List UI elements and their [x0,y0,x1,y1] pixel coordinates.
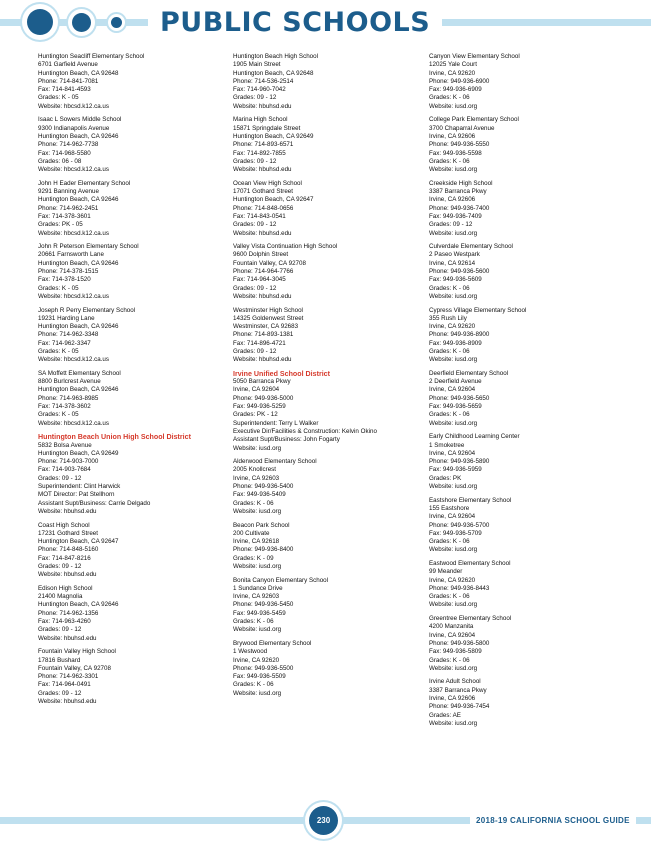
listing-detail-line: 5832 Bolsa Avenue [38,441,92,449]
listing-detail-line: Phone: 714-536-2514 [233,77,294,85]
listing-detail-line: Grades: PK - 05 [38,221,83,229]
school-listing [429,116,611,174]
listing-detail-line: 19231 Harding Lane [38,314,95,322]
listing-detail-line: Phone: 949-936-5650 [429,394,490,402]
listing-detail-line: Irvine, CA 92620 [233,656,280,664]
school-name: Bonita Canyon Elementary School [233,576,329,584]
listing-detail-line: Fax: 714-843-0541 [233,212,286,220]
school-listing [233,180,415,238]
school-listing [429,243,611,301]
school-name: Edison High School [38,584,93,592]
listing-detail-line: Grades: K - 05 [38,284,79,292]
listing-detail-line: 4200 Manzanita [429,623,474,631]
school-name: Fountain Valley High School [38,648,116,656]
listing-detail-line: Website: iusd.org [233,444,282,452]
listing-detail-line: Website: iusd.org [429,166,478,174]
listing-detail-line: Westminster, CA 92683 [233,323,299,331]
guide-title: 2018-19 CALIFORNIA SCHOOL GUIDE [476,816,630,825]
district-name: Huntington Beach Union High School District [38,432,191,442]
school-name: Coast High School [38,521,90,529]
listing-detail-line: Irvine, CA 92604 [429,513,476,521]
listing-detail-line: Irvine, CA 92618 [233,538,280,546]
listing-detail-line: Website: hbuhsd.edu [233,166,292,174]
page-title: PUBLIC SCHOOLS [160,7,431,38]
listing-detail-line: Huntington Beach, CA 92646 [38,132,119,140]
listing-detail-line: Phone: 949-936-5000 [233,394,294,402]
listing-detail-line: Website: iusd.org [429,546,478,554]
listing-detail-line: Irvine, CA 92606 [429,695,476,703]
listing-detail-line: Website: iusd.org [429,719,478,727]
listing-detail-line: Fax: 949-936-5659 [429,403,482,411]
listing-detail-line: Grades: K - 06 [429,94,470,102]
listing-detail-line: Phone: 714-964-7766 [233,268,294,276]
listing-detail-line: Huntington Beach, CA 92647 [38,538,119,546]
listing-detail-line: Website: hbuhsd.edu [233,292,292,300]
listing-detail-line: 12025 Yale Court [429,61,477,69]
listing-detail-line: Grades: K - 06 [429,411,470,419]
listing-detail-line: 155 Eastshore [429,504,470,512]
school-listing [233,307,415,365]
listing-detail-line: Irvine, CA 92604 [233,386,280,394]
listing-detail-line: Huntington Beach, CA 92646 [38,601,119,609]
listing-column-1 [38,53,228,712]
listing-detail-line: 3700 Chaparral Avenue [429,124,495,132]
listing-detail-line: Irvine, CA 92614 [429,259,476,267]
listing-detail-line: Grades: PK [429,474,462,482]
listing-detail-line: Website: iusd.org [429,601,478,609]
listing-detail-line: 20661 Farnsworth Lane [38,251,104,259]
school-name: Creekside High School [429,179,493,187]
listing-detail-line: 1905 Main Street [233,61,281,69]
listing-detail-line: Fax: 949-936-5959 [429,466,482,474]
listing-detail-line: Huntington Beach, CA 92649 [233,132,314,140]
listing-detail-line: Grades: K - 06 [233,618,274,626]
listing-detail-line: Fax: 714-892-7855 [233,149,286,157]
listing-detail-line: Assistant Supt/Business: John Fogarty [233,436,340,444]
listing-detail-line: Executive Dir/Facilities & Construction: Kelvin Okino [233,427,377,435]
listing-detail-line: Grades: 09 - 12 [233,347,277,355]
listing-detail-line: Huntington Beach, CA 92646 [38,323,119,331]
school-listing [233,53,415,111]
listing-detail-line: Website: hbcsd.k12.ca.us [38,419,109,427]
school-listing [38,522,220,580]
listing-detail-line: Website: hbuhsd.edu [38,634,97,642]
listing-detail-line: Phone: 949-936-5890 [429,458,490,466]
school-name: Huntington Beach High School [233,53,318,60]
listing-detail-line: Grades: K - 06 [233,681,274,689]
listing-detail-line: Huntington Beach, CA 92646 [38,386,119,394]
listing-detail-line: Irvine, CA 92603 [233,474,280,482]
school-listing [429,53,611,111]
listing-detail-line: Website: iusd.org [233,626,282,634]
listing-detail-line: Grades: K - 06 [429,157,470,165]
listing-detail-line: Website: iusd.org [233,689,282,697]
listing-detail-line: 9300 Indianapolis Avenue [38,124,110,132]
header-dot-large [27,9,53,35]
school-listing [38,243,220,301]
school-name: Marina High School [233,116,288,124]
listing-detail-line: Fax: 949-936-5598 [429,149,482,157]
listing-detail-line: 3387 Barranca Pkwy [429,686,487,694]
listing-detail-line: Fax: 714-841-4593 [38,86,91,94]
listing-detail-line: Irvine, CA 92606 [429,132,476,140]
listing-detail-line: Phone: 714-963-8985 [38,394,99,402]
listing-detail-line: Fax: 949-936-5259 [233,403,286,411]
school-name: Joseph R Perry Elementary School [38,306,136,314]
listing-detail-line: Grades: 09 - 12 [233,94,277,102]
listing-detail-line: Fax: 949-936-8909 [429,339,482,347]
school-name: Cypress Village Elementary School [429,306,527,314]
listing-detail-line: Phone: 949-936-8443 [429,584,490,592]
listing-detail-line: Grades: 09 - 12 [233,221,277,229]
school-name: Early Childhood Learning Center [429,433,520,441]
listing-detail-line: Huntington Beach, CA 92648 [38,69,119,77]
listing-detail-line: Website: hbuhsd.edu [38,571,97,579]
listing-detail-line: Fax: 714-903-7684 [38,466,91,474]
listing-detail-line: Grades: K - 05 [38,411,79,419]
listing-detail-line: Assistant Supt/Business: Carrie Delgado [38,499,151,507]
school-listing [38,116,220,174]
listing-detail-line: 21400 Magnolia [38,593,83,601]
school-name: Isaac L Sowers Middle School [38,116,122,124]
listing-detail-line: Fax: 714-847-8216 [38,554,91,562]
listing-detail-line: 3387 Barranca Pkwy [429,188,487,196]
listing-detail-line: Phone: 949-936-5550 [429,141,490,149]
listing-detail-line: Fax: 714-964-0491 [38,681,91,689]
listing-detail-line: Grades: 09 - 12 [429,221,473,229]
school-listing [233,116,415,174]
school-listing [429,433,611,491]
header-dot-small [111,17,122,28]
school-name: Eastshore Elementary School [429,496,512,504]
school-listing [38,370,220,428]
school-name: Eastwood Elementary School [429,560,511,567]
listing-detail-line: 200 Cultivate [233,529,270,537]
listing-detail-line: 99 Meander [429,568,463,576]
listing-detail-line: 8800 Burlcrest Avenue [38,378,101,386]
school-listing [429,180,611,238]
listing-detail-line: Phone: 714-893-6571 [233,141,294,149]
school-listing [233,522,415,572]
school-listing [429,307,611,365]
listing-detail-line: Phone: 949-936-5700 [429,521,490,529]
listing-detail-line: 14325 Goldenwest Street [233,314,304,322]
listing-detail-line: Fax: 714-960-7042 [233,86,286,94]
school-name: Alderwood Elementary School [233,458,317,466]
listing-detail-line: Grades: AE [429,711,461,719]
school-name: Ocean View High School [233,179,302,187]
listing-detail-line: Website: hbcsd.k12.ca.us [38,292,109,300]
listing-detail-line: Phone: 949-936-6900 [429,77,490,85]
listing-detail-line: Fax: 714-963-4260 [38,618,91,626]
school-name: Culverdale Elementary School [429,243,513,251]
school-name: Canyon View Elementary School [429,53,520,60]
school-listing [429,615,611,673]
listing-detail-line: Fax: 949-936-5509 [233,673,286,681]
listing-detail-line: Irvine, CA 92604 [429,631,476,639]
listing-detail-line: Phone: 714-848-0656 [233,204,294,212]
listing-detail-line: 15871 Springdale Street [233,124,301,132]
listing-detail-line: Fax: 714-968-5580 [38,149,91,157]
listing-detail-line: Irvine, CA 92620 [429,576,476,584]
listing-detail-line: Website: hbcsd.k12.ca.us [38,356,109,364]
school-listing [233,243,415,301]
listing-detail-line: Grades: 06 - 08 [38,157,82,165]
page-title-box [148,6,442,40]
listing-detail-line: Website: hbuhsd.edu [38,698,97,706]
school-listing [429,497,611,555]
listing-detail-line: 6701 Garfield Avenue [38,61,98,69]
listing-detail-line: Website: iusd.org [429,356,478,364]
school-name: SA Moffett Elementary School [38,369,121,377]
school-listing [38,648,220,706]
school-listing [429,560,611,610]
listing-detail-line: Grades: K - 09 [233,554,274,562]
listing-detail-line: Website: iusd.org [429,419,478,427]
listing-detail-line: 5050 Barranca Pkwy [233,378,291,386]
listing-detail-line: Website: hbuhsd.edu [233,356,292,364]
listing-detail-line: Phone: 949-936-5500 [233,664,294,672]
school-name: Valley Vista Continuation High School [233,243,338,251]
listing-detail-line: Grades: K - 06 [233,499,274,507]
listing-detail-line: Fax: 949-936-5809 [429,648,482,656]
listing-detail-line: Grades: 09 - 12 [233,157,277,165]
listing-detail-line: Website: hbcsd.k12.ca.us [38,166,109,174]
listing-detail-line: Fax: 714-896-4721 [233,339,286,347]
listing-detail-line: Phone: 949-936-5400 [233,483,294,491]
school-name: Brywood Elementary School [233,639,312,647]
listing-detail-line: Grades: 09 - 12 [233,284,277,292]
listing-column-3 [429,53,619,734]
listing-detail-line: Huntington Beach, CA 92646 [38,196,119,204]
school-name: Deerfield Elementary School [429,369,509,377]
listing-detail-line: Irvine, CA 92604 [429,386,476,394]
listing-detail-line: 1 Westwood [233,648,268,656]
listing-detail-line: Grades: 09 - 12 [38,689,82,697]
listing-detail-line: Phone: 949-936-7454 [429,703,490,711]
listing-detail-line: Superintendent: Terry L Walker [233,419,319,427]
school-listing [38,585,220,643]
listing-detail-line: Irvine, CA 92620 [429,69,476,77]
listing-detail-line: Grades: K - 05 [38,347,79,355]
listing-detail-line: Grades: PK - 12 [233,411,278,419]
listing-detail-line: Phone: 949-936-8900 [429,331,490,339]
school-listing [38,53,220,111]
school-name: Beacon Park School [233,521,290,529]
listing-detail-line: Grades: K - 06 [429,347,470,355]
school-name: John R Peterson Elementary School [38,243,139,251]
listing-detail-line: Grades: 09 - 12 [38,474,82,482]
school-listing [429,370,611,428]
listing-detail-line: Grades: K - 06 [429,656,470,664]
listing-detail-line: Fax: 714-378-3601 [38,212,91,220]
listing-detail-line: Phone: 949-936-7400 [429,204,490,212]
listing-detail-line: 2 Paseo Westpark [429,251,480,259]
listing-detail-line: Phone: 714-962-7738 [38,141,99,149]
page-number: 230 [309,806,338,835]
listing-detail-line: Phone: 949-936-5800 [429,639,490,647]
listing-detail-line: Huntington Beach, CA 92646 [38,259,119,267]
listing-detail-line: 17816 Bushard [38,656,81,664]
listing-detail-line: Phone: 714-962-2451 [38,204,99,212]
listing-detail-line: Irvine, CA 92606 [429,196,476,204]
listing-detail-line: Fountain Valley, CA 92708 [233,259,306,267]
listing-detail-line: Website: hbuhsd.edu [38,507,97,515]
listing-detail-line: Phone: 949-936-8400 [233,546,294,554]
listing-detail-line: Grades: 09 - 12 [38,626,82,634]
listing-detail-line: Grades: K - 06 [429,538,470,546]
district-listing [233,370,415,453]
school-name: Greentree Elementary School [429,615,512,623]
listing-detail-line: MOT Director: Pat Stellhorn [38,491,115,499]
listing-detail-line: Website: iusd.org [429,664,478,672]
listing-detail-line: Website: hbcsd.k12.ca.us [38,102,109,110]
listing-detail-line: Irvine, CA 92604 [429,449,476,457]
listing-detail-line: Fax: 949-936-5709 [429,529,482,537]
listing-detail-line: Phone: 714-962-3348 [38,331,99,339]
listing-detail-line: 1 Smoketree [429,441,465,449]
listing-detail-line: 355 Rush Lily [429,314,467,322]
listing-detail-line: Fax: 949-936-5459 [233,609,286,617]
listing-detail-line: Huntington Beach, CA 92648 [233,69,314,77]
listing-detail-line: Fax: 714-378-3602 [38,403,91,411]
listing-detail-line: Superintendent: Clint Harwick [38,483,121,491]
listing-detail-line: 9291 Banning Avenue [38,188,99,196]
listing-detail-line: Website: iusd.org [429,102,478,110]
listing-detail-line: Phone: 714-903-7000 [38,458,99,466]
listing-detail-line: 2005 Knollcrest [233,466,277,474]
district-listing [38,433,220,516]
listing-detail-line: Phone: 714-378-1515 [38,268,99,276]
listing-detail-line: Irvine, CA 92603 [233,593,280,601]
listing-detail-line: Huntington Beach, CA 92647 [233,196,314,204]
school-name: Irvine Adult School [429,678,481,686]
listing-column-2 [233,53,423,703]
listing-detail-line: Phone: 714-841-7081 [38,77,99,85]
listing-detail-line: Grades: K - 06 [429,593,470,601]
listing-detail-line: Fax: 949-936-5609 [429,276,482,284]
school-name: Huntington Seacliff Elementary School [38,53,145,60]
listing-detail-line: 9600 Dolphin Street [233,251,289,259]
listing-detail-line: Phone: 949-936-5600 [429,268,490,276]
school-listing [233,640,415,698]
school-name: John H Eader Elementary School [38,179,131,187]
listing-detail-line: Fax: 714-378-1520 [38,276,91,284]
school-listing [233,458,415,516]
listing-detail-line: Grades: K - 06 [429,284,470,292]
listing-detail-line: Irvine, CA 92620 [429,323,476,331]
listing-detail-line: Website: iusd.org [233,507,282,515]
listing-detail-line: Fax: 714-962-3347 [38,339,91,347]
listing-detail-line: Phone: 714-962-3301 [38,673,99,681]
listing-detail-line: 17231 Gothard Street [38,529,99,537]
listing-detail-line: Website: iusd.org [429,292,478,300]
listing-detail-line: Website: hbuhsd.edu [233,102,292,110]
school-listing [429,678,611,728]
header-dot-medium [72,13,91,32]
school-name: College Park Elementary School [429,116,519,124]
listing-detail-line: 1 Sundance Drive [233,584,283,592]
listing-detail-line: Fountain Valley, CA 92708 [38,664,111,672]
listing-detail-line: Fax: 949-936-7409 [429,212,482,220]
listing-detail-line: 17071 Gothard Street [233,188,294,196]
listing-detail-line: Grades: 09 - 12 [38,563,82,570]
listing-detail-line: Website: hbcsd.k12.ca.us [38,229,109,237]
school-listing [38,307,220,365]
listing-detail-line: Fax: 949-936-6909 [429,86,482,94]
listing-detail-line: Website: iusd.org [429,229,478,237]
district-name: Irvine Unified School District [233,368,330,378]
listing-detail-line: Huntington Beach, CA 92649 [38,449,119,457]
footer-guide-box [470,814,636,827]
listing-detail-line: Phone: 714-962-1356 [38,609,99,617]
listing-detail-line: Phone: 949-936-5450 [233,601,294,609]
listing-detail-line: Website: iusd.org [233,563,282,570]
listing-detail-line: Website: hbuhsd.edu [233,229,292,237]
listing-detail-line: Phone: 714-848-5160 [38,546,99,554]
listing-detail-line: Grades: K - 05 [38,94,79,102]
listing-detail-line: Website: iusd.org [429,483,478,491]
listing-detail-line: 2 Deerfield Avenue [429,378,482,386]
listing-detail-line: Fax: 714-964-3045 [233,276,286,284]
school-listing [233,577,415,635]
listing-detail-line: Phone: 714-893-1381 [233,331,294,339]
listing-detail-line: Fax: 949-936-5409 [233,491,286,499]
school-listing [38,180,220,238]
school-name: Westminster High School [233,306,303,314]
